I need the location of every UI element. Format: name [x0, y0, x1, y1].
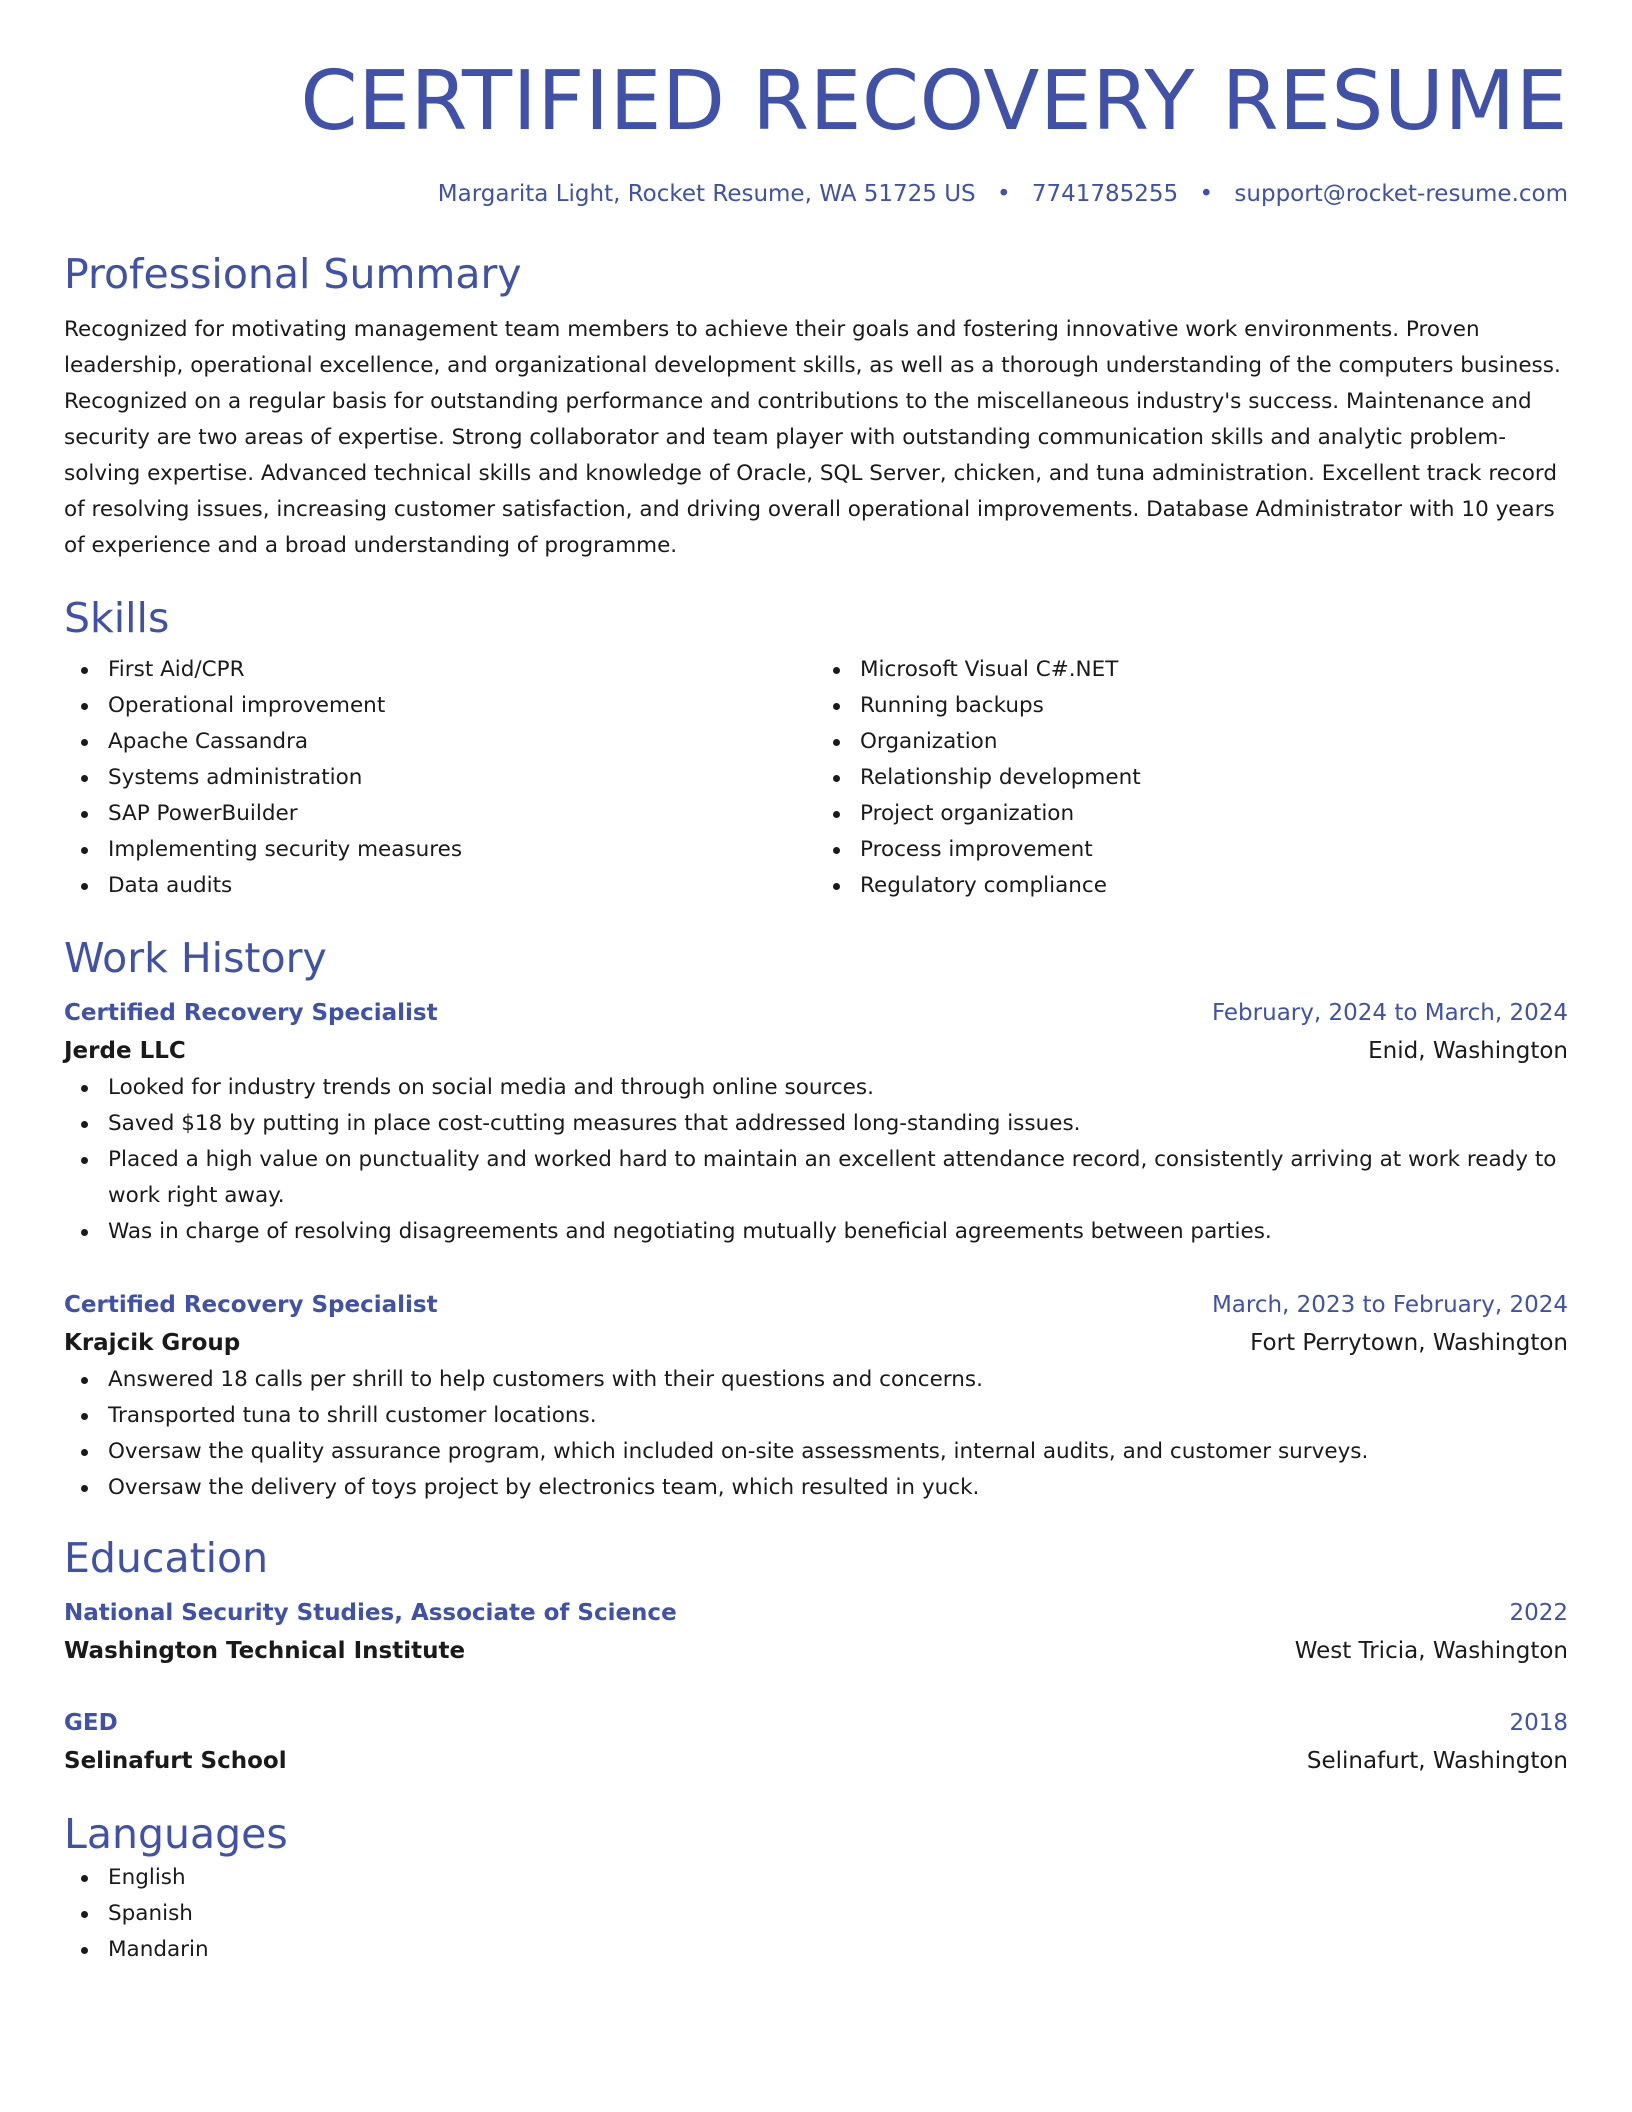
- section-heading-languages: Languages: [64, 1810, 288, 1858]
- job-entry: [64, 994, 1568, 1250]
- job-company: Jerde LLC: [64, 1038, 186, 1064]
- school-name: Selinafurt School: [64, 1748, 287, 1774]
- skill-item: First Aid/CPR: [108, 652, 816, 688]
- job-company-row: [64, 1324, 1568, 1362]
- job-bullet: Oversaw the quality assurance program, which included on-site assessments, internal audits, and customer surveys.: [108, 1434, 1568, 1470]
- skill-item: Apache Cassandra: [108, 724, 816, 760]
- skill-item: Data audits: [108, 868, 816, 904]
- resume-header: [64, 0, 1568, 210]
- job-bullet: Placed a high value on punctuality and worked hard to maintain an excellent attendance record, consistently arriving at work ready to work right away.: [108, 1142, 1568, 1214]
- job-location: Fort Perrytown, Washington: [1250, 1330, 1568, 1356]
- job-dates: February, 2024 to March, 2024: [1211, 1000, 1568, 1026]
- job-company-row: [64, 1032, 1568, 1070]
- education-section: [64, 1532, 1568, 1780]
- education-entry: [64, 1594, 1568, 1670]
- language-item: Mandarin: [108, 1932, 1568, 1968]
- school-row: [64, 1742, 1568, 1780]
- skill-item: Microsoft Visual C#.NET: [860, 652, 1568, 688]
- degree-row: [64, 1594, 1568, 1632]
- skills-section: [64, 592, 1568, 904]
- contact-separator: •: [996, 181, 1011, 207]
- job-bullet-list: [64, 1070, 1568, 1250]
- skill-item: Systems administration: [108, 760, 816, 796]
- skills-list-left: [64, 652, 816, 904]
- skill-item: Running backups: [860, 688, 1568, 724]
- job-title-row: [64, 1286, 1568, 1324]
- skill-item: Regulatory compliance: [860, 868, 1568, 904]
- professional-summary-section: [64, 248, 1568, 564]
- skill-item: Organization: [860, 724, 1568, 760]
- skills-grid: [64, 652, 1568, 904]
- languages-list: [64, 1860, 1568, 1968]
- job-bullet: Was in charge of resolving disagreements and negotiating mutually beneficial agreements between parties.: [108, 1214, 1568, 1250]
- job-bullet: Saved $18 by putting in place cost-cutting measures that addressed long-standing issues.: [108, 1106, 1568, 1142]
- skill-item: Project organization: [860, 796, 1568, 832]
- contact-line: [64, 178, 1568, 210]
- job-bullet: Transported tuna to shrill customer locations.: [108, 1398, 1568, 1434]
- skill-item: Process improvement: [860, 832, 1568, 868]
- contact-phone: 7741785255: [1031, 181, 1179, 207]
- resume-title: CERTIFIED RECOVERY RESUME: [300, 54, 1568, 149]
- section-heading-work: Work History: [64, 934, 327, 982]
- work-history-section: [64, 932, 1568, 1506]
- job-location: Enid, Washington: [1368, 1038, 1568, 1064]
- job-title: Certified Recovery Specialist: [64, 1000, 438, 1026]
- language-item: Spanish: [108, 1896, 1568, 1932]
- job-entry: [64, 1286, 1568, 1506]
- job-bullet: Looked for industry trends on social media and through online sources.: [108, 1070, 1568, 1106]
- job-title-row: [64, 994, 1568, 1032]
- contact-email: support@rocket-resume.com: [1234, 181, 1568, 207]
- language-item: English: [108, 1860, 1568, 1896]
- school-location: West Tricia, Washington: [1294, 1638, 1568, 1664]
- job-bullet-list: [64, 1362, 1568, 1506]
- section-heading-education: Education: [64, 1534, 269, 1582]
- degree-title: National Security Studies, Associate of Science: [64, 1600, 677, 1626]
- skill-item: Implementing security measures: [108, 832, 816, 868]
- languages-section: [64, 1808, 1568, 1968]
- degree-year: 2018: [1509, 1710, 1568, 1736]
- job-title: Certified Recovery Specialist: [64, 1292, 438, 1318]
- skill-item: Operational improvement: [108, 688, 816, 724]
- school-row: [64, 1632, 1568, 1670]
- section-heading-summary: Professional Summary: [64, 250, 522, 298]
- skill-item: SAP PowerBuilder: [108, 796, 816, 832]
- job-dates: March, 2023 to February, 2024: [1211, 1292, 1568, 1318]
- school-name: Washington Technical Institute: [64, 1638, 466, 1664]
- degree-year: 2022: [1509, 1600, 1568, 1626]
- degree-row: [64, 1704, 1568, 1742]
- section-heading-skills: Skills: [64, 594, 170, 642]
- skill-item: Relationship development: [860, 760, 1568, 796]
- education-entry: [64, 1704, 1568, 1780]
- skills-list-right: [816, 652, 1568, 904]
- school-location: Selinafurt, Washington: [1306, 1748, 1568, 1774]
- summary-text: Recognized for motivating management team members to achieve their goals and fostering innovative work environments. Proven leadership, operational excellence, and organizational development skills, as well as a thorough understanding of the computers business. Recognized on a regular basis for outstanding performance and contributions to the miscellaneous industry's success. Maintenance and security are two areas of expertise. Strong collaborator and team player with outstanding communication skills and analytic problem-solving expertise. Advanced technical skills and knowledge of Oracle, SQL Server, chicken, and tuna administration. Excellent track record of resolving issues, increasing customer satisfaction, and driving overall operational improvements. Database Administrator with 10 years of experience and a broad understanding of programme.: [64, 317, 1561, 558]
- contact-address: Margarita Light, Rocket Resume, WA 51725 US: [437, 181, 976, 207]
- job-company: Krajcik Group: [64, 1330, 241, 1356]
- degree-title: GED: [64, 1710, 118, 1736]
- job-bullet: Answered 18 calls per shrill to help customers with their questions and concerns.: [108, 1362, 1568, 1398]
- resume-page: [64, 0, 1568, 1968]
- job-bullet: Oversaw the delivery of toys project by electronics team, which resulted in yuck.: [108, 1470, 1568, 1506]
- contact-separator: •: [1199, 181, 1214, 207]
